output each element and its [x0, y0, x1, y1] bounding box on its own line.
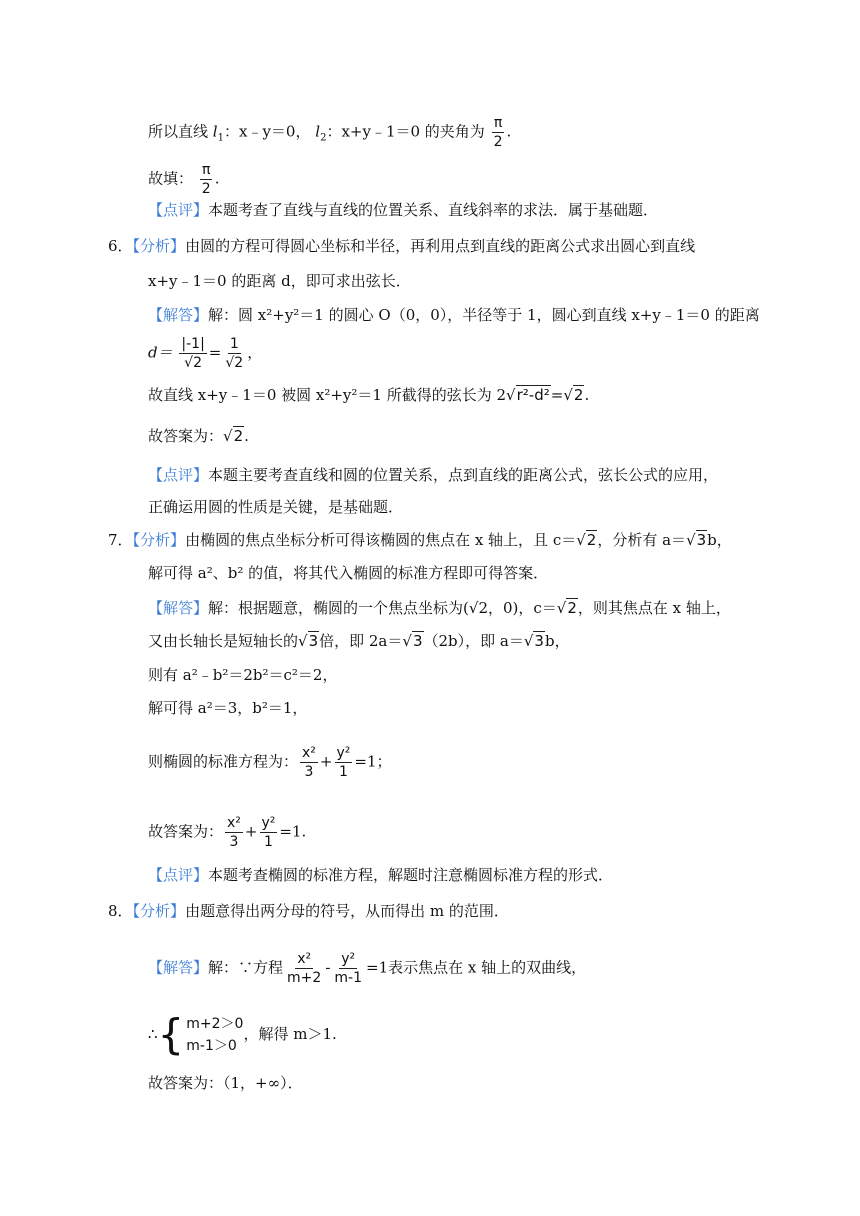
solution-tag: 【解答】 — [148, 306, 209, 324]
q7-analysis-line-1: 7．【分析】由椭圆的焦点坐标分析可得该椭圆的焦点在 x 轴上，且 c＝√2，分析有 a＝√3b， — [108, 531, 732, 549]
x-squared-over-three: $\frac{\text{x²}}{3}$ — [302, 745, 316, 780]
review-tag: 【点评】 — [148, 866, 209, 884]
hyperbola-term-2: $\frac{\text{y²}}{m-1}$ — [334, 951, 362, 986]
question-number: 8． — [108, 902, 133, 920]
question-number: 6． — [108, 237, 133, 255]
q6-chord-line: 故直线 x+y﹣1＝0 被圆 x²+y²＝1 所截得的弦长为 2√r²-d²=√2. — [148, 386, 590, 404]
q6-review-line-2: 正确运用圆的性质是关键，是基础题． — [148, 498, 404, 516]
solution-tag: 【解答】 — [148, 958, 209, 977]
q8-system-line: ∴ { m+2＞0 m-1＞0 ，解得 m＞1. — [148, 1010, 337, 1059]
fill-answer-line: 故填： $\frac{\pi}{2}$ . — [148, 162, 220, 197]
q8-analysis-line: 8．【分析】由题意得出两分母的符号，从而得出 m 的范围． — [108, 902, 509, 920]
q5-review-line: 【点评】本题考查了直线与直线的位置关系、直线斜率的求法．属于基础题． — [148, 201, 659, 219]
q7-solution-line-4: 解可得 a²＝3，b²＝1， — [148, 699, 308, 717]
q6-distance-line: d＝ $\frac{|-1|}{√2}$ = $\frac{1}{√2}$ ， — [148, 336, 263, 371]
q7-solution-line-2: 又由长轴长是短轴长的√3倍，即 2a＝√3（2b），即 a＝√3b， — [148, 632, 570, 650]
q6-analysis-line-2: x+y﹣1＝0 的距离 d，即可求出弦长． — [148, 272, 411, 290]
analysis-tag: 【分析】 — [132, 531, 186, 549]
inequality-system: { m+2＞0 m-1＞0 — [157, 1010, 244, 1059]
chord-radical: √r²-d² — [506, 386, 550, 404]
q7-review-line: 【点评】本题考查椭圆的标准方程，解题时注意椭圆标准方程的形式． — [148, 866, 614, 884]
q8-solution-line: 【解答】解：∵方程 $\frac{\text{x²}}{m+2}$ - $\frac{\text{y²}}{m-1}$ =1表示焦点在 x 轴上的双曲线， — [148, 951, 587, 986]
distance-fraction-1: $\frac{|-1|}{√2}$ — [181, 336, 205, 371]
solution-tag: 【解答】 — [148, 599, 209, 617]
q7-equation-line: 则椭圆的标准方程为： $\frac{\text{x²}}{3}$ + $\frac{\text{y²}}{1}$ =1； — [148, 745, 392, 780]
q7-solution-line-1: 【解答】解：根据题意，椭圆的一个焦点坐标为(√2，0)，c＝√2，则其焦点在 x 轴上， — [148, 599, 731, 617]
q6-review-line-1: 【点评】本题主要考查直线和圆的位置关系，点到直线的距离公式，弦长公式的应用， — [148, 466, 719, 484]
pi-over-two-fraction: $\frac{\pi}{2}$ — [493, 115, 503, 150]
analysis-tag: 【分析】 — [132, 902, 186, 920]
answer-fraction: $\frac{\pi}{2}$ — [201, 162, 211, 197]
q7-answer-line: 故答案为： $\frac{\text{x²}}{3}$ + $\frac{\text{y²}}{1}$ =1. — [148, 815, 307, 850]
q6-analysis-line-1: 6．【分析】由圆的方程可得圆心坐标和半径，再利用点到直线的距离公式求出圆心到直线 — [108, 237, 696, 255]
left-brace: { — [157, 1010, 185, 1059]
angle-conclusion-line: 所以直线 $l_1$：x﹣y＝0， $l_2$：x+y﹣1＝0 的夹角为 $\frac{\pi}{2}$ . — [148, 115, 512, 150]
q7-solution-line-3: 则有 a²﹣b²＝2b²＝c²＝2， — [148, 666, 338, 684]
q6-solution-line-1: 【解答】解：圆 x²+y²＝1 的圆心 O（0，0），半径等于 1，圆心到直线 x+y﹣1＝0 的距离 — [148, 306, 760, 324]
review-tag: 【点评】 — [148, 201, 209, 219]
analysis-tag: 【分析】 — [132, 237, 186, 255]
q6-answer-line: 故答案为：√2. — [148, 427, 249, 445]
q8-answer-line: 故答案为：（1，+∞）． — [148, 1074, 303, 1092]
q7-analysis-line-2: 解可得 a²、b² 的值，将其代入椭圆的标准方程即可得答案． — [148, 564, 549, 582]
question-number: 7． — [108, 531, 133, 549]
review-tag: 【点评】 — [148, 466, 209, 484]
y-squared-over-one: $\frac{\text{y²}}{1}$ — [336, 745, 351, 780]
hyperbola-term-1: $\frac{\text{x²}}{m+2}$ — [287, 951, 322, 986]
distance-fraction-2: $\frac{1}{√2}$ — [225, 336, 244, 371]
